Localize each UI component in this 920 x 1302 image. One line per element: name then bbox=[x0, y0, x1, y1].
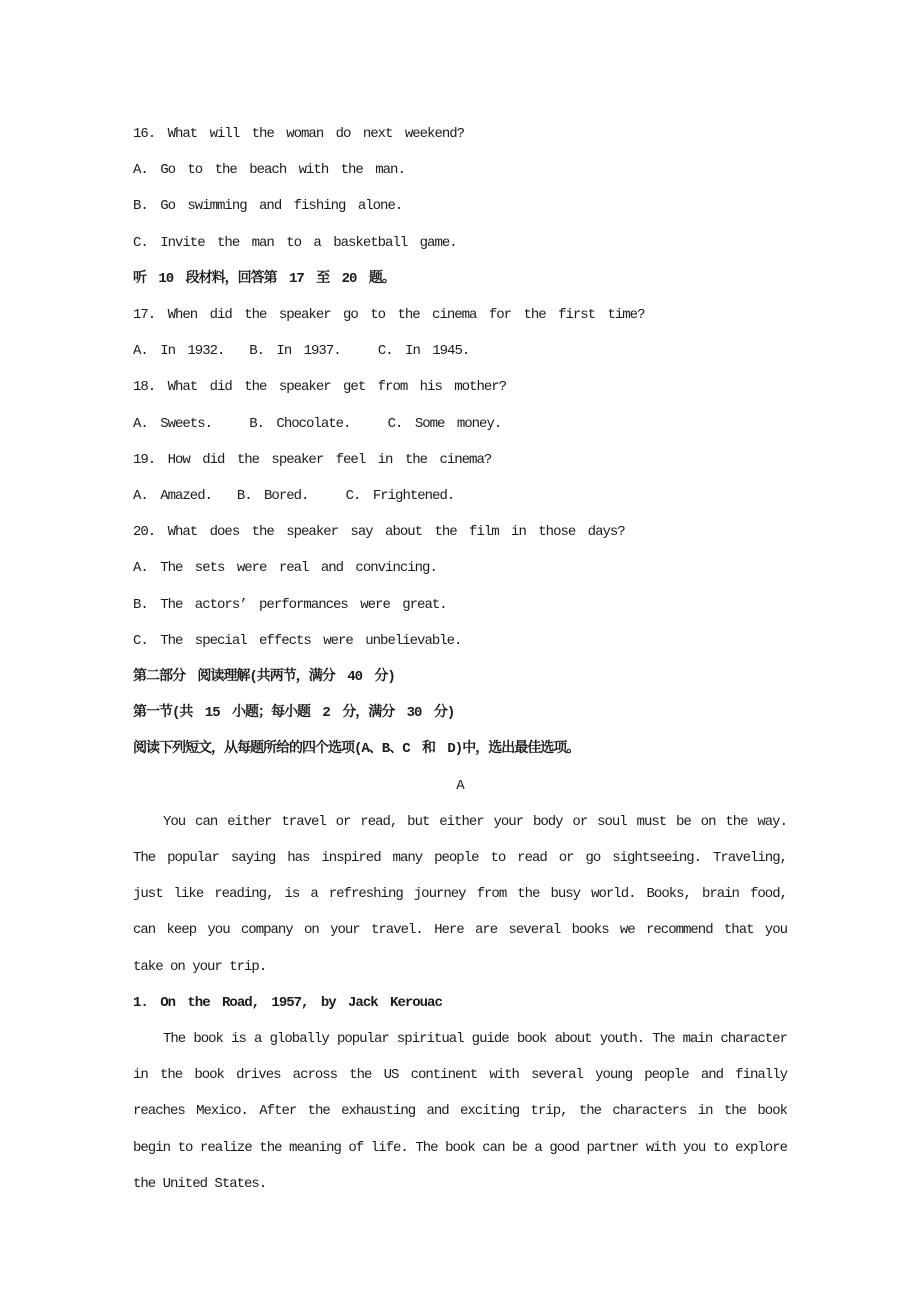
q20-option-a: A. The sets were real and convincing. bbox=[133, 560, 437, 577]
book1-title: 1. On the Road, 1957, by Jack Kerouac bbox=[133, 994, 442, 1011]
part2-header: 第二部分 阅读理解(共两节，满分 40 分) bbox=[133, 669, 395, 686]
section1-header: 第一节(共 15 小题；每小题 2 分，满分 30 分) bbox=[133, 705, 455, 722]
question-17: 17. When did the speaker go to the cinema for the first time? bbox=[133, 307, 645, 324]
q20-option-b: B. The actors’ performances were great. bbox=[133, 596, 447, 613]
q17-options-line: A. In 1932. B. In 1937. C. In 1945. bbox=[133, 343, 470, 360]
book1-para-line-3: reaches Mexico. After the exhausting and exciting trip, the characters in the book bbox=[133, 1103, 787, 1120]
passage-a-para1-line-1: You can either travel or read, but either your body or soul must be on the way. bbox=[163, 813, 787, 830]
q19-options-line: A. Amazed. B. Bored. C. Frightened. bbox=[133, 488, 455, 505]
question-20: 20. What does the speaker say about the film in those days? bbox=[133, 524, 625, 541]
passage-a-para1-line-3: just like reading, is a refreshing journey from the busy world. Books, brain food, bbox=[133, 886, 787, 903]
document-body bbox=[133, 0, 787, 1202]
passage-a-para1-line-5: take on your trip. bbox=[133, 958, 267, 975]
passage-a-para1-line-4: can keep you company on your travel. Here are several books we recommend that you bbox=[133, 922, 787, 939]
question-16: 16. What will the woman do next weekend? bbox=[133, 126, 465, 142]
passage-a-label: A bbox=[456, 777, 464, 794]
q20-option-c: C. The special effects were unbelievable. bbox=[133, 632, 462, 649]
passage-a-para1-line-2: The popular saying has inspired many people to read or go sightseeing. Traveling, bbox=[133, 850, 787, 867]
q16-option-a: A. Go to the beach with the man. bbox=[133, 162, 405, 179]
listening-instruction-17-20: 听 10 段材料，回答第 17 至 20 题。 bbox=[133, 270, 395, 287]
q16-option-b: B. Go swimming and fishing alone. bbox=[133, 198, 403, 215]
reading-directions: 阅读下列短文，从每题所给的四个选项(A、B、C 和 D)中，选出最佳选项。 bbox=[133, 741, 580, 758]
q18-options-line: A. Sweets. B. Chocolate. C. Some money. bbox=[133, 415, 502, 432]
book1-para-line-5: the United States. bbox=[133, 1175, 267, 1192]
book1-para-line-1: The book is a globally popular spiritual guide book about youth. The main character bbox=[163, 1031, 787, 1048]
q16-option-c: C. Invite the man to a basketball game. bbox=[133, 234, 457, 251]
question-19: 19. How did the speaker feel in the cinema? bbox=[133, 451, 492, 468]
book1-para-line-2: in the book drives across the US continent with several young people and finally bbox=[133, 1067, 787, 1084]
question-18: 18. What did the speaker get from his mother? bbox=[133, 379, 507, 396]
book1-para-line-4: begin to realize the meaning of life. The book can be a good partner with you to explore bbox=[133, 1139, 787, 1156]
